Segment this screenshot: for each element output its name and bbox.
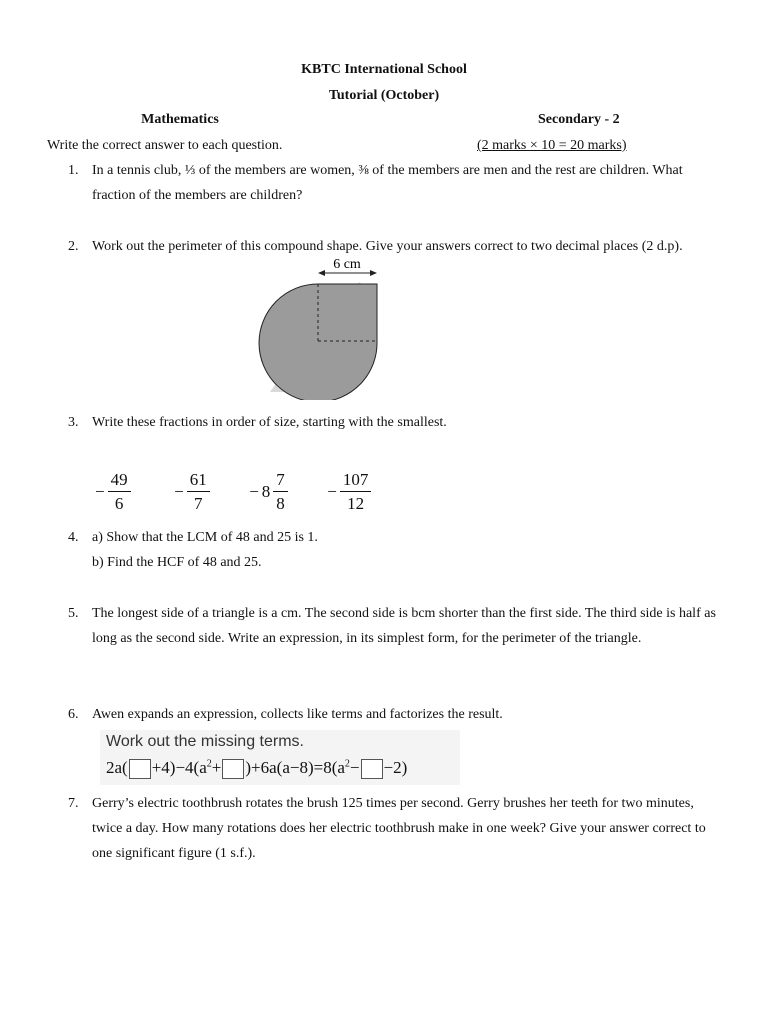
answer-box[interactable] — [222, 759, 244, 779]
instruction-text: Write the correct answer to each question. — [47, 138, 283, 153]
question-number: 6. — [68, 707, 79, 722]
fraction-item: − $\frac{49}{6}$ — [95, 470, 131, 514]
question-number: 2. — [68, 239, 79, 254]
question-number: 7. — [68, 796, 79, 811]
question-part-b: b) Find the HCF of 48 and 25. — [92, 555, 262, 570]
question-text: The longest side of a triangle is a cm. The second side is bcm shorter than the first side. The third side is half as long as the second side. Write an expression, in its simplest form, for the perimeter of the triangle. — [92, 606, 716, 646]
subject-label: Mathematics — [141, 112, 219, 127]
question-text: Awen expands an expression, collects like terms and factorizes the result. — [92, 707, 503, 722]
question-number: 1. — [68, 163, 79, 178]
question-text: Write these fractions in order of size, starting with the smallest. — [92, 415, 447, 430]
fraction-item: − $\frac{61}{7}$ — [174, 470, 210, 514]
panel-prompt: Work out the missing terms. — [106, 733, 304, 750]
question-part-a: a) Show that the LCM of 48 and 25 is 1. — [92, 530, 318, 545]
question-text: Gerry’s electric toothbrush rotates the brush 125 times per second. Gerry brushes her teeth for two minutes, twice a day. How many rotations does her electric toothbrush make in one week? Give your answer correct to one significant figure (1 s.f.). — [92, 796, 706, 861]
question-text: In a tennis club, ⅓ of the members are women, ⅜ of the members are men and the rest are children. What fraction of the members are children? — [92, 163, 683, 203]
fraction-item: − $\frac{107}{12}$ — [327, 470, 371, 514]
marks-text: (2 marks × 10 = 20 marks) — [477, 138, 627, 153]
question-number: 3. — [68, 415, 79, 430]
level-label: Secondary - 2 — [538, 112, 620, 127]
dimension-label: 6 cm — [333, 257, 361, 272]
expression-panel — [100, 730, 460, 785]
question-number: 4. — [68, 530, 79, 545]
question-number: 5. — [68, 606, 79, 621]
fraction-row — [95, 470, 371, 514]
question-text: Work out the perimeter of this compound shape. Give your answers correct to two decimal places (2 d.p). — [92, 239, 683, 254]
tutorial-title: Tutorial (October) — [328, 88, 440, 103]
expression-line: $2a( +4)-4(a^2+ )+6a(a-8)=8(a^2- -2)$ — [106, 758, 407, 779]
fraction-item: − 8 $\frac{7}{8}$ — [249, 470, 288, 514]
school-title: KBTC International School — [301, 62, 467, 77]
answer-box[interactable] — [129, 759, 151, 779]
compound-shape-figure — [250, 252, 390, 400]
answer-box[interactable] — [361, 759, 383, 779]
